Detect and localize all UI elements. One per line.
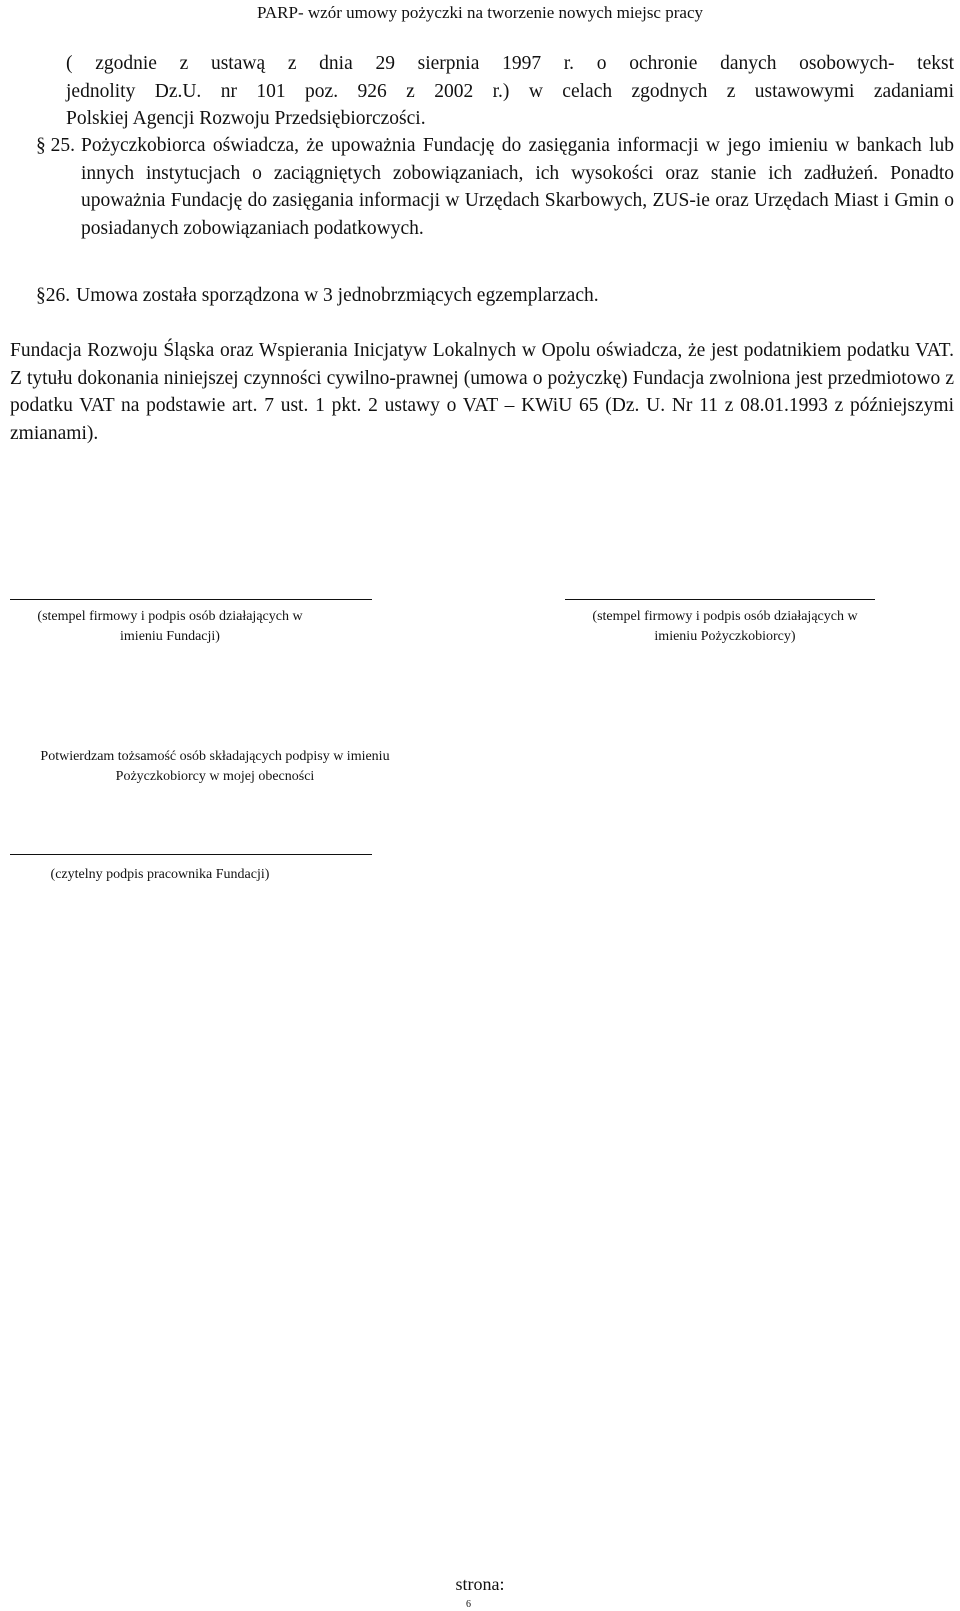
page-number-partial: 6 xyxy=(466,1599,471,1610)
section-26 xyxy=(36,282,954,310)
continuation-paragraph xyxy=(66,50,954,133)
confirmation-line: Potwierdzam tożsamość osób składających podpisy w imieniu xyxy=(40,749,390,764)
document-header: PARP- wzór umowy pożyczki na tworzenie nowych miejsc pracy xyxy=(257,3,703,22)
page-label: strona: xyxy=(455,1574,505,1594)
section-number: §26. xyxy=(36,285,71,306)
section-number: § 25. xyxy=(36,135,75,156)
identity-confirmation xyxy=(10,747,420,787)
signature-caption-foundation xyxy=(0,607,340,647)
caption-line: imieniu Fundacji) xyxy=(120,629,220,644)
signature-line-foundation xyxy=(10,599,372,600)
signature-line-employee xyxy=(10,854,372,855)
confirmation-line: Pożyczkobiorcy w mojej obecności xyxy=(115,769,315,784)
section-25 xyxy=(36,132,954,242)
section-text: Umowa została sporządzona w 3 jednobrzmiących egzemplarzach. xyxy=(76,285,599,306)
signature-caption-employee: (czytelny podpis pracownika Fundacji) xyxy=(50,867,270,882)
caption-line: (stempel firmowy i podpis osób działających w xyxy=(592,609,858,624)
continuation-line: Polskiej Agencji Rozwoju Przedsiębiorczości. xyxy=(66,108,426,129)
vat-declaration: Fundacja Rozwoju Śląska oraz Wspierania Inicjatyw Lokalnych w Opolu oświadcza, że jest podatnikiem podatku VAT. Z tytułu dokonania niniejszej czynności cywilno-prawnej (umowa o pożyczkę) Fundacja zwolniona jest przedmiotowo z podatku VAT na podstawie art. 7 ust. 1 pkt. 2 ustawy o VAT – KWiU 65 (Dz. U. Nr 11 z 08.01.1993 z późniejszymi zmianami). xyxy=(10,340,954,444)
section-text: Pożyczkobiorca oświadcza, że upoważnia Fundację do zasięgania informacji w jego imieniu w bankach lub innych instytucjach o zaciągniętych zobowiązaniach, ich wysokości oraz stanie ich zadłużeń. Ponadto upoważnia Fundację do zasięgania informacji w Urzędach Skarbowych, ZUS-ie oraz Urzędach Miast i Gmin o posiadanych zobowiązaniach podatkowych. xyxy=(81,135,954,239)
signature-line-borrower xyxy=(565,599,875,600)
caption-line: (stempel firmowy i podpis osób działających w xyxy=(37,609,303,624)
continuation-line: ( zgodnie z ustawą z dnia 29 sierpnia 1997 r. o ochronie danych osobowych- tekst xyxy=(66,53,954,74)
caption-line: imieniu Pożyczkobiorcy) xyxy=(654,629,796,644)
signature-caption-borrower xyxy=(560,607,890,647)
continuation-line: jednolity Dz.U. nr 101 poz. 926 z 2002 r.) w celach zgodnych z ustawowymi zadaniami xyxy=(66,80,954,102)
